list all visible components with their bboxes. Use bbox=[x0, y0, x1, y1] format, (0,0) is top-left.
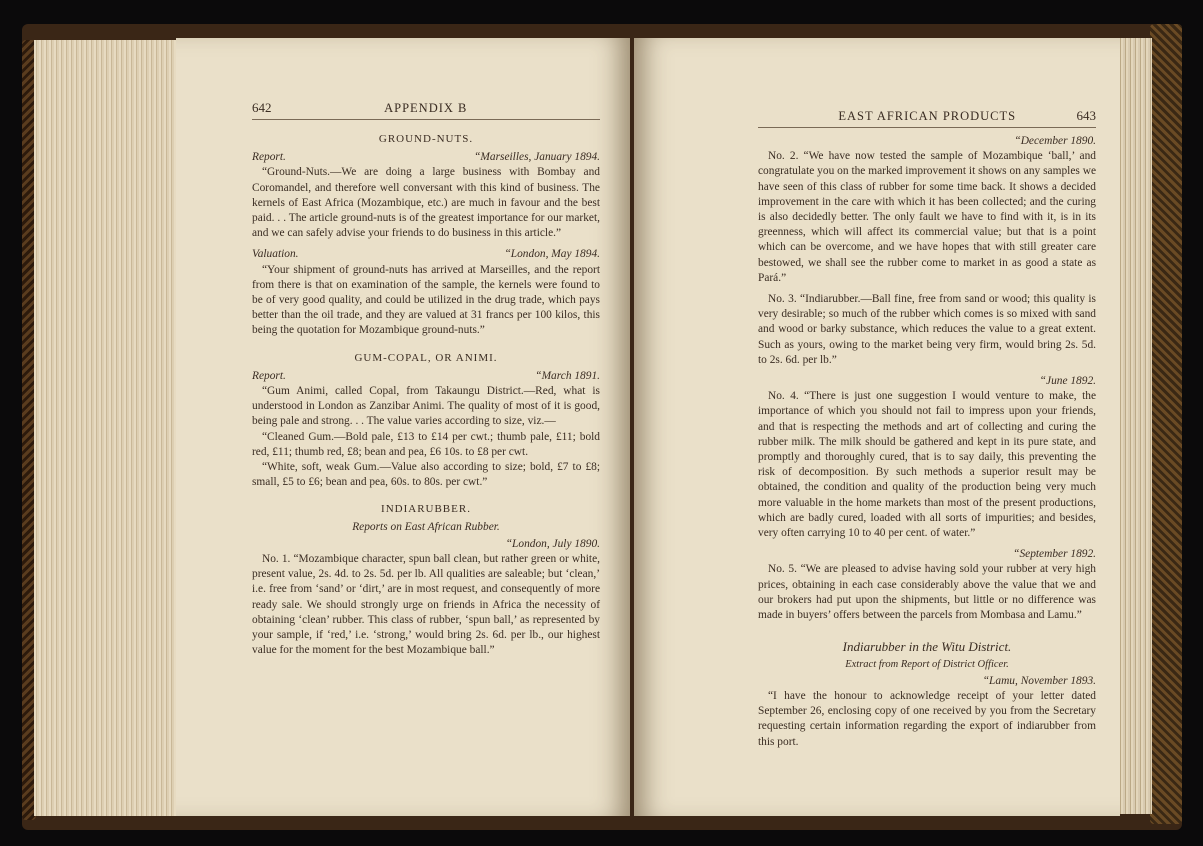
section-heading-indiarubber: INDIARUBBER. bbox=[381, 503, 471, 516]
rubber-no3-text: No. 3. “Indiarubber.—Ball fine, free from sand or wood; this quality is very desirable; so much of the rubber which comes is so mixed with sand and wood or barky substance, which reduces the value to a great extent. Such as yours, owing to the market being very firm, would bring 2s. 5d. to 2s. 6d. per lb.” bbox=[758, 293, 1096, 366]
report-label: Report. bbox=[252, 151, 286, 164]
entry-date: “December 1890. bbox=[1014, 135, 1096, 147]
witu-heading: Indiarubber in the Witu District. bbox=[842, 639, 1012, 655]
gum-report-line bbox=[252, 369, 600, 384]
section-heading-ground-nuts: GROUND-NUTS. bbox=[378, 133, 474, 145]
gum-paragraph: “White, soft, weak Gum.—Value also according to size; bold, £7 to £8; small, £5 to £6; bean and pea, 60s. to 80s. per cwt.” bbox=[252, 461, 600, 489]
report-line bbox=[252, 150, 600, 165]
gum-report-source: “March 1891. bbox=[535, 369, 600, 382]
book-spine-right bbox=[1150, 24, 1182, 824]
page-edges-right bbox=[1118, 38, 1152, 814]
report-source: “Marseilles, January 1894. bbox=[474, 151, 600, 164]
page-edges-left bbox=[34, 40, 180, 816]
indiarubber-no1-text: No. 1. “Mozambique character, spun ball clean, but rather green or white, present value, 2s. 4d. to 2s. 5d. per lb. All qualities are saleable; but ‘clean,’ i.e. free from ‘sand’ or ‘dirt,’ are in most request, and consequently of more ready sale. We should strongly urge on friends in Africa the necessity of obtaining ‘clean’ rubber. This class of rubber, ‘spun ball,’ as represented by your sample, if ‘red,’ i.e. ‘strong,’ would bring 2s. 6d. per lb., our highest value for the moment for the best Mozambique ball.” bbox=[252, 553, 600, 657]
gum-paragraph: “Gum Animi, called Copal, from Takaungu District.—Red, what is understood in London as Zanzibar Animi. The quality of most of it is good, being pale and strong. . . The value varies according to size, viz.— bbox=[252, 385, 600, 428]
left-page-body bbox=[252, 132, 600, 659]
indiarubber-subheading: Reports on East African Rubber. bbox=[352, 520, 500, 533]
indiarubber-source: “London, July 1890. bbox=[505, 537, 600, 550]
left-running-head: APPENDIX B bbox=[384, 101, 468, 115]
right-page bbox=[634, 38, 1120, 816]
valuation-line bbox=[252, 247, 600, 262]
left-page-header bbox=[252, 100, 600, 120]
entry-date: “June 1892. bbox=[1039, 375, 1096, 388]
right-running-head: EAST AFRICAN PRODUCTS bbox=[838, 109, 1017, 123]
ground-nuts-valuation-text: “Your shipment of ground-nuts has arrived at Marseilles, and the report from there is that on examination of the sample, the kernels were found to be of very good quality, and could be utilized in the drug trade, which pays better than the oil trade, and they are valued at 31 francs per 100 kilos, this being the quotation for Mozambique ground-nuts.” bbox=[252, 263, 600, 337]
valuation-source: “London, May 1894. bbox=[504, 248, 600, 261]
gum-paragraph: “Cleaned Gum.—Bold pale, £13 to £14 per cwt.; thumb pale, £11; bold red, £11; thumb red, £8; bean and pea, £6 10s. to £8 per cwt. bbox=[252, 430, 600, 458]
right-page-header bbox=[758, 108, 1096, 128]
right-page-body bbox=[758, 134, 1096, 750]
left-page-number: 642 bbox=[252, 100, 272, 115]
rubber-no2-text: No. 2. “We have now tested the sample of Mozambique ‘ball,’ and congratulate you on the marked improvement it shows on any samples we have seen of this class of rubber for some time back. It shows a decided improvement in the care with which it has been collected; and the curing is also decidedly better. The only fault we have to find with it, is in its greenness, which will affect its commercial value; but that is a point which can be overcome, and we have hopes that with still greater care bestowed, we shall see the rubber come to market in as good a state as Pará.” bbox=[758, 150, 1096, 284]
witu-text: “I have the honour to acknowledge receipt of your letter dated September 26, enclosing copy of one received by you from the Secretary requesting certain information regarding the export of indiarubber from this port. bbox=[758, 689, 1096, 748]
left-page bbox=[176, 38, 630, 816]
section-heading-gum-copal: GUM-COPAL, OR ANIMI. bbox=[354, 351, 498, 364]
rubber-no5-text: No. 5. “We are pleased to advise having sold your rubber at very high prices, obtaining in each case considerably above the value that we and our brokers had put upon the shipments, but little or no difference was made in buyers’ offers between the parcels from Mombasa and Lamu.” bbox=[758, 563, 1096, 622]
valuation-label: Valuation. bbox=[252, 248, 299, 261]
entry-date: “September 1892. bbox=[1013, 548, 1096, 561]
gum-report-label: Report. bbox=[252, 369, 286, 382]
rubber-no4-text: No. 4. “There is just one suggestion I would venture to make, the importance of which you should not fail to impress upon your friends, and that is respecting the methods and art of collecting and curing the rubber milk. The milk should be gathered and kept in its pure state, and promptly and thoroughly cured, that is to say daily, this preventing the risk of decomposition. By such methods a superior result may be obtained, the condition and quality of the production being very much more valuable in the home markets than most of the present productions, which are badly cured, loaded with all sorts of impurities; and besides, very often carrying 10 to 40 per cent. of water.” bbox=[758, 390, 1096, 540]
witu-subheading: Extract from Report of District Officer. bbox=[845, 658, 1009, 670]
right-page-number: 643 bbox=[1076, 108, 1096, 123]
witu-date: “Lamu, November 1893. bbox=[982, 674, 1096, 687]
ground-nuts-report-text: “Ground-Nuts.—We are doing a large business with Bombay and Coromandel, and therefore well conversant with this kind of business. The kernels of East Africa (Mozambique, etc.) are much in favour and the best paid. . . The article ground-nuts is of the greatest importance for our market, and we can safely advise your friends to do business in this article.” bbox=[252, 166, 600, 240]
